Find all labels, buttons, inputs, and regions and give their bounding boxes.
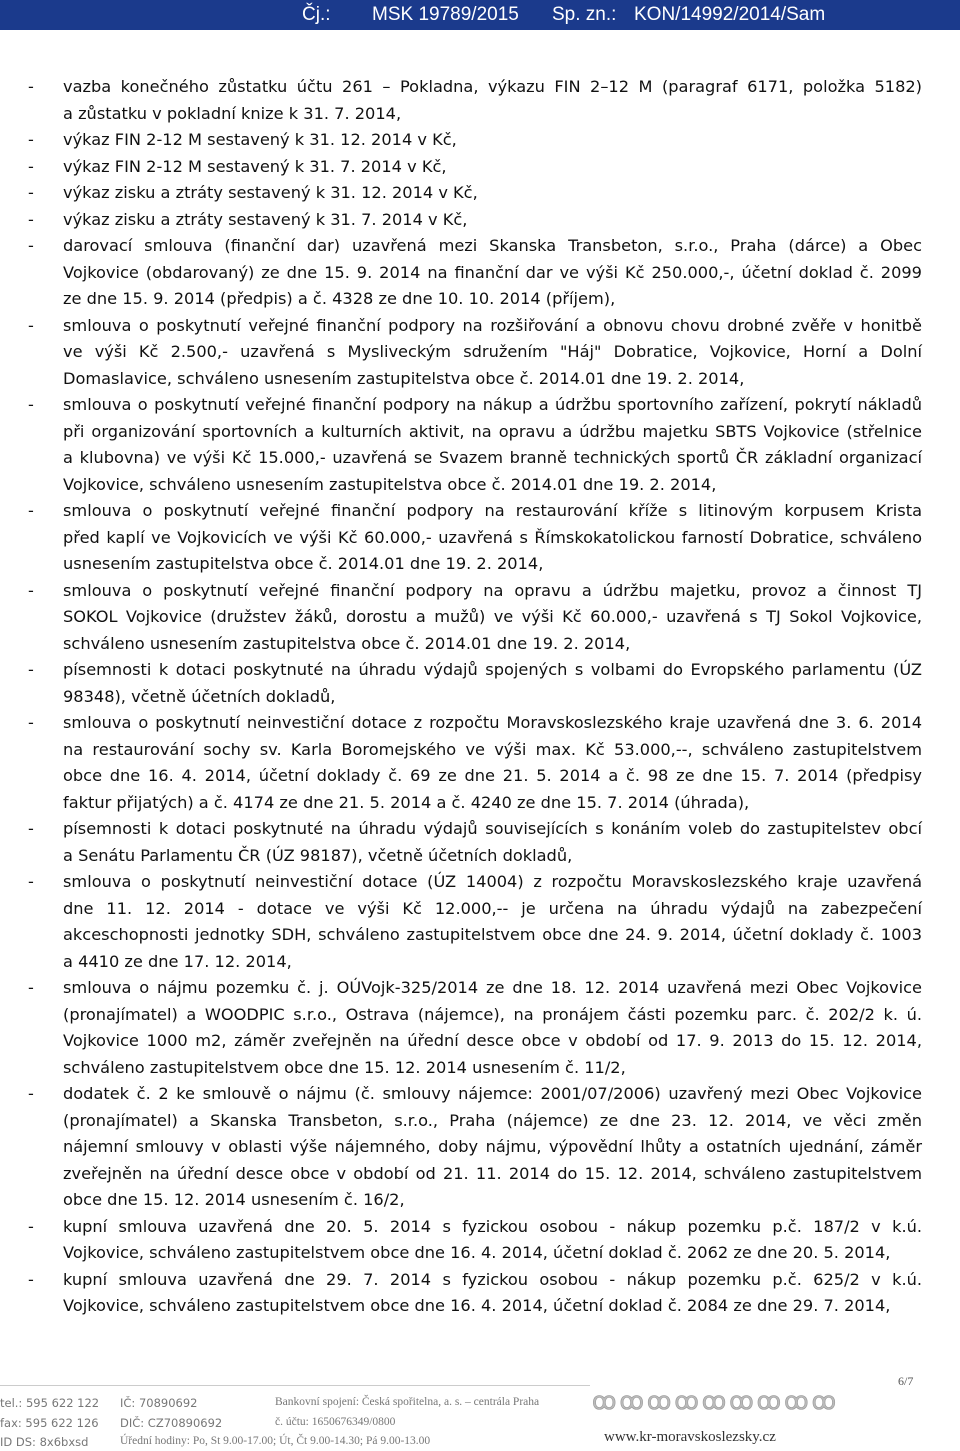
bullet-dash: - — [28, 978, 34, 997]
region-logo: ꝏꝏꝏꝏꝏꝏꝏꝏꝏ — [592, 1389, 840, 1415]
cj-label: Čj.: — [302, 4, 331, 25]
list-item-line: výkaz FIN 2-12 M sestavený k 31. 7. 2014 v Kč, — [63, 156, 447, 176]
list-item — [0, 578, 960, 658]
bullet-dash: - — [28, 1084, 34, 1103]
bullet-dash: - — [28, 1216, 34, 1236]
list-item-line: Vojkovice, schváleno zastupitelstvem obce dne 16. 4. 2014, účetní doklad č. 2062 ze dne 20. 5. 2014, — [63, 1243, 891, 1262]
list-item — [0, 1267, 960, 1320]
list-item-line: na restaurování sochy sv. Karla Boromejského ve výši max. Kč 53.000,--, schváleno zastupitelstvem — [63, 739, 922, 759]
list-item-line: zveřejněn na úřední desce obce v období od 21. 11. 2014 do 15. 12. 2014, schváleno zastupitelstvem — [63, 1163, 922, 1183]
list-item-line: dne 11. 12. 2014 - dotace ve výši Kč 12.000,-- je určena na úhradu výdajů na zabezpečení — [63, 898, 922, 918]
list-item-line: smlouva o poskytnutí neinvestiční dotace (ÚZ 14004) z rozpočtu Moravskoslezského kraje uzavřená — [63, 872, 922, 891]
footer-tel: tel.: 595 622 122 — [0, 1396, 100, 1410]
list-item-line: usnesením zastupitelstva obce č. 2014.01 dne 19. 2. 2014, — [63, 554, 544, 573]
list-item — [0, 1214, 960, 1267]
list-item — [0, 74, 960, 127]
bullet-dash: - — [28, 315, 34, 335]
footer-ds: ID DS: 8x6bxsd — [0, 1435, 89, 1449]
list-item — [0, 1081, 960, 1214]
bullet-dash: - — [28, 130, 34, 149]
page-number: 6/7 — [898, 1374, 914, 1388]
cj-value: MSK 19789/2015 — [372, 4, 519, 25]
list-item-line: při organizování sportovních a kulturních aktivit, na opravu a údržbu majetku SBTS Vojkovice (střelnice — [63, 421, 922, 441]
list-item-line: schváleno usnesením zastupitelstva obce č. 2014.01 dne 19. 2. 2014, — [63, 633, 631, 653]
list-item — [0, 154, 960, 181]
list-item-line: schváleno zastupitelstvem obce dne 15. 12. 2014 usnesením č. 11/2, — [63, 1057, 626, 1077]
bullet-dash: - — [28, 872, 34, 891]
list-item-line: Vojkovice 1000 m2, záměr zveřejněn na úřední desce obce v období od 17. 9. 2013 do 15. 12. 2014, — [63, 1031, 922, 1050]
list-item-line: ve výši Kč 2.500,- uzavřená s Mysliveckým sdružením "Háj" Dobratice, Vojkovice, Horní a Dolní — [63, 342, 922, 361]
list-item-line: výkaz zisku a ztráty sestavený k 31. 12. 2014 v Kč, — [63, 183, 478, 202]
bullet-dash: - — [28, 713, 34, 732]
checked-documents-list — [0, 74, 960, 1320]
list-item — [0, 207, 960, 234]
list-item — [0, 127, 960, 154]
list-item-line: výkaz FIN 2-12 M sestavený k 31. 12. 2014 v Kč, — [63, 130, 457, 149]
list-item-line: smlouva o poskytnutí veřejné finanční podpory na restaurování kříže s litinovým korpusem Krista — [63, 501, 922, 520]
list-item — [0, 498, 960, 578]
list-item-line: faktur přijatých) a č. 4174 ze dne 21. 5. 2014 a č. 4240 ze dne 15. 7. 2014 (úhrada), — [63, 792, 750, 812]
list-item-line: vazba konečného zůstatku účtu 261 – Pokladna, výkazu FIN 2–12 M (paragraf 6171, položka 5182) — [63, 77, 922, 96]
bullet-dash: - — [28, 501, 34, 520]
list-item-line: smlouva o poskytnutí veřejné finanční podpory na rozšiřování a obnovu chovu drobné zvěře v honitbě — [63, 315, 922, 335]
bullet-dash: - — [28, 236, 34, 255]
list-item-line: obce dne 16. 4. 2014, účetní doklady č. 69 ze dne 21. 5. 2014 a č. 98 ze dne 15. 7. 2014 (předpisy — [63, 766, 922, 785]
list-item-line: (pronajímatel) a Skanska Transbeton, s.r.o., Praha (nájemce) ze dne 23. 12. 2014, ve věci změn — [63, 1110, 922, 1130]
list-item-line: a klubovna) ve výši Kč 15.000,- uzavřená se Svazem branně technických sportů ČR základní organizací — [63, 448, 922, 467]
footer-hours: Úřední hodiny: Po, St 9.00-17.00; Út, Čt 9.00-14.30; Pá 9.00-13.00 — [120, 1435, 431, 1447]
list-item — [0, 975, 960, 1081]
list-item — [0, 710, 960, 816]
list-item-line: smlouva o poskytnutí veřejné finanční podpory na opravu a údržbu majetku, provoz a činnost TJ — [63, 580, 922, 600]
list-item-line: kupní smlouva uzavřená dne 20. 5. 2014 s fyzickou osobou - nákup pozemku p.č. 187/2 v k.ú. — [63, 1216, 922, 1236]
list-item-line: nájemní smlouvy v oblasti výše nájemného, doby nájmu, výpovědní lhůty a ostatních ujednání, záměr — [63, 1137, 922, 1156]
list-item — [0, 869, 960, 975]
spzn-value: KON/14992/2014/Sam — [634, 4, 826, 25]
list-item — [0, 233, 960, 313]
list-item-line: smlouva o poskytnutí veřejné finanční podpory na nákup a údržbu sportovního zařízení, pokrytí nákladů — [63, 395, 922, 414]
bullet-dash: - — [28, 660, 34, 679]
list-item-line: Vojkovice (obdarovaný) ze dne 15. 9. 2014 na finanční dar ve výši Kč 250.000,-, účetní doklad č. 2099 — [63, 262, 922, 282]
list-item-line: smlouva o nájmu pozemku č. j. OÚVojk-325/2014 ze dne 18. 12. 2014 uzavřená mezi Obec Vojkovice — [63, 978, 922, 997]
footer-bank: Bankovní spojení: Česká spořitelna, a. s. – centrála Praha — [275, 1396, 540, 1408]
list-item-line: 98348), včetně účetních dokladů, — [63, 686, 336, 706]
list-item-line: výkaz zisku a ztráty sestavený k 31. 7. 2014 v Kč, — [63, 209, 468, 229]
bullet-dash: - — [28, 819, 34, 838]
bullet-dash: - — [28, 156, 34, 176]
footer-account: č. účtu: 1650676349/0800 — [275, 1416, 396, 1428]
list-item-line: ze dne 15. 9. 2014 (předpis) a č. 4328 ze dne 10. 10. 2014 (příjem), — [63, 289, 616, 308]
list-item-line: dodatek č. 2 ke smlouvě o nájmu (č. smlouvy nájemce: 2001/07/2006) uzavřený mezi Obec Vojkovice — [63, 1084, 922, 1103]
list-item-line: Domaslavice, schváleno usnesením zastupitelstva obce č. 2014.01 dne 19. 2. 2014, — [63, 368, 745, 388]
list-item-line: a 4410 ze dne 17. 12. 2014, — [63, 951, 292, 971]
list-item — [0, 816, 960, 869]
list-item-line: smlouva o poskytnutí neinvestiční dotace z rozpočtu Moravskoslezského kraje uzavřená dne 3. 6. 2014 — [63, 713, 922, 732]
list-item-line: Vojkovice, schváleno zastupitelstvem obce dne 16. 4. 2014, účetní doklad č. 2084 ze dne 29. 7. 2014, — [63, 1296, 891, 1315]
bullet-dash: - — [28, 183, 34, 202]
footer-fax: fax: 595 622 126 — [0, 1416, 99, 1430]
bullet-dash: - — [28, 1269, 34, 1289]
list-item-line: před kaplí ve Vojkovicích ve výši Kč 60.000,- uzavřená s Římskokatolickou farností Dobratice, schváleno — [63, 527, 922, 547]
list-item-line: písemnosti k dotaci poskytnuté na úhradu výdajů souvisejících s konáním voleb do zastupitelstev obcí — [63, 819, 922, 838]
bullet-dash: - — [28, 395, 34, 414]
list-item-line: darovací smlouva (finanční dar) uzavřená mezi Skanska Transbeton, s.r.o., Praha (dárce) a Obec — [63, 236, 922, 255]
list-item-line: a zůstatku v pokladní knize k 31. 7. 2014, — [63, 103, 402, 123]
bullet-dash: - — [28, 209, 34, 229]
list-item-line: a Senátu Parlamentu ČR (ÚZ 98187), včetně účetních dokladů, — [63, 845, 573, 865]
spzn-label: Sp. zn.: — [552, 4, 617, 25]
list-item-line: akceschopnosti jednotky SDH, schváleno zastupitelstvem obce dne 24. 9. 2014, účetní doklady č. 1003 — [63, 925, 922, 944]
list-item-line: (pronajímatel) a WOODPIC s.r.o., Ostrava (nájemce), na pronájem části pozemku parc. č. 202/2 k. ú. — [63, 1004, 922, 1024]
list-item-line: Vojkovice, schváleno usnesením zastupitelstva obce č. 2014.01 dne 19. 2. 2014, — [63, 474, 717, 494]
list-item — [0, 180, 960, 207]
bullet-dash: - — [28, 77, 34, 96]
list-item — [0, 313, 960, 393]
bullet-dash: - — [28, 580, 34, 600]
footer-dic: DIČ: CZ70890692 — [120, 1416, 223, 1430]
website-link[interactable]: www.kr-moravskoslezsky.cz — [604, 1429, 776, 1445]
list-item-line: obce dne 15. 12. 2014 usnesením č. 16/2, — [63, 1190, 405, 1209]
footer-ic: IČ: 70890692 — [120, 1396, 198, 1410]
list-item — [0, 392, 960, 498]
list-item — [0, 657, 960, 710]
list-item-line: kupní smlouva uzavřená dne 29. 7. 2014 s fyzickou osobou - nákup pozemku p.č. 625/2 v k.ú. — [63, 1269, 922, 1289]
list-item-line: SOKOL Vojkovice (družstev žáků, dorostu a mužů) ve výši Kč 60.000,- uzavřená s TJ Sokol Vojkovice, — [63, 607, 922, 626]
document-header — [0, 0, 960, 30]
list-item-line: písemnosti k dotaci poskytnuté na úhradu výdajů spojených s volbami do Evropského parlamentu (ÚZ — [63, 660, 922, 679]
